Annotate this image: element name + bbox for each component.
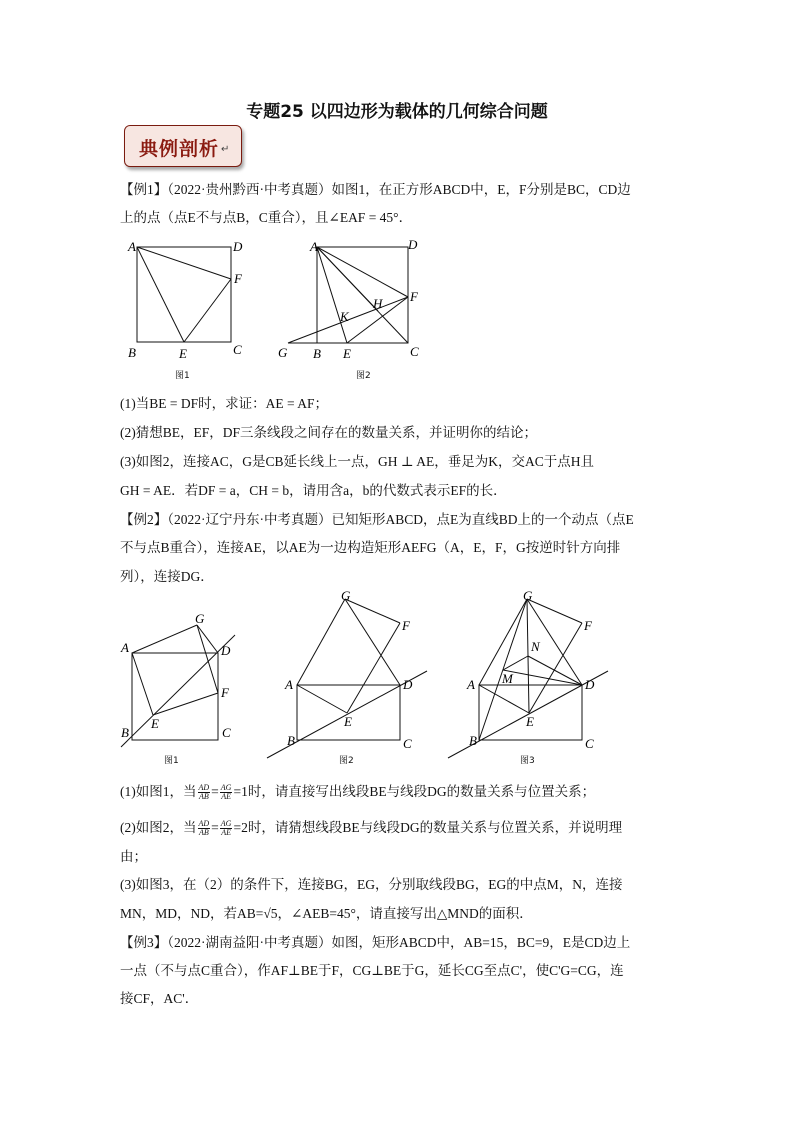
ex2f3-label-e: E [526, 714, 534, 729]
fig1-label-a: A [128, 239, 136, 254]
fig2-label-f: F [410, 289, 418, 304]
ex1-fig1-caption: 图1 [175, 371, 190, 381]
ex2f1-label-e: E [151, 716, 159, 731]
ex2-line2: 不与点B重合），连接AE，以AE为一边构造矩形AEFG（A，E，F，G按逆时针方向排 [120, 540, 621, 555]
ex2-q2b: 由； [120, 849, 147, 864]
ex2f3-label-a: A [467, 677, 475, 692]
badge-label: 典例剖析 [139, 138, 220, 160]
fig2-label-g: G [278, 345, 288, 360]
ex2f3-label-d: D [585, 677, 595, 692]
ex2f2-label-c: C [403, 736, 412, 751]
fig1-label-b: B [128, 345, 136, 360]
ex1-q1: (1)当BE = DF时，求证：AE = AF； [120, 396, 328, 411]
ex2-q1-pre: (1)如图1，当 [120, 784, 197, 799]
ex2-fig2-caption: 图2 [339, 756, 354, 766]
equals-sign: = [211, 820, 219, 835]
ex2-fig3-caption: 图3 [520, 756, 535, 766]
ex2-q1 [120, 784, 595, 801]
fraction-ag-ae: $\frac{AG}{AE}$ [220, 819, 232, 838]
ex2-fig1-caption: 图1 [164, 756, 179, 766]
ex2-q3b: MN，MD，ND，若AB=√5，∠AEB=45°，请直接写出△MND的面积． [120, 906, 533, 921]
ex3-line1: 【例3】（2022·湖南益阳·中考真题）如图，矩形ABCD中，AB=15，BC=9，E是CD边上 [120, 935, 631, 950]
fig1-label-d: D [233, 239, 243, 254]
ex2f1-label-b: B [121, 725, 129, 740]
ex1-figure2 [288, 247, 408, 343]
fraction-ag-ae: $\frac{AG}{AE}$ [220, 783, 232, 802]
return-mark: ↵ [221, 144, 231, 155]
ex2f3-label-f: F [584, 618, 592, 633]
ex2f2-label-e: E [344, 714, 352, 729]
ex3-line3: 接CF，AC'． [120, 991, 199, 1006]
ex2-line1: 【例2】（2022·辽宁丹东·中考真题）已知矩形ABCD，点E为直线BD上的一个动点（点E [120, 512, 634, 527]
fig2-label-h: H [373, 296, 383, 311]
ex1-figures [120, 235, 440, 385]
equals-sign: = [211, 784, 219, 799]
ex2f3-label-n: N [531, 639, 540, 654]
ex2-q2-post: =2时，请猜想线段BE与线段DG的数量关系与位置关系，并说明理 [233, 820, 623, 835]
ex2-figures [115, 585, 615, 770]
section-badge [124, 125, 242, 167]
ex2-q1-post: =1时，请直接写出线段BE与线段DG的数量关系与位置关系； [233, 784, 596, 799]
ex1-q2: (2)猜想BE，EF，DF三条线段之间存在的数量关系，并证明你的结论； [120, 425, 538, 440]
ex2f2-label-f: F [402, 618, 410, 633]
fig2-label-a: A [310, 239, 318, 254]
ex2-line3: 列），连接DG． [120, 569, 214, 584]
ex2f3-label-g: G [523, 588, 533, 603]
ex1-fig2-caption: 图2 [356, 371, 371, 381]
ex1-q3a: (3)如图2，连接AC，G是CB延长线上一点，GH ⊥ AE，垂足为K，交AC于点H且 [120, 454, 594, 469]
fig2-label-e: E [343, 346, 351, 361]
page-title: 专题25 以四边形为载体的几何综合问题 [246, 102, 548, 122]
ex2f1-label-d: D [221, 643, 231, 658]
ex2f1-label-f: F [221, 685, 229, 700]
ex3-line2: 一点（不与点C重合），作AF⊥BE于F，CG⊥BE于G，延长CG至点C'，使C'G=CG，连 [120, 963, 624, 978]
ex2-figure1 [121, 625, 235, 747]
ex2f1-label-a: A [121, 640, 129, 655]
ex2f2-label-d: D [403, 677, 413, 692]
fig2-label-k: K [340, 309, 349, 324]
ex1-line2: 上的点（点E不与点B，C重合），且∠EAF = 45°． [120, 210, 413, 225]
fig1-label-f: F [234, 271, 242, 286]
ex1-q3b: GH = AE．若DF = a，CH = b，请用含a，b的代数式表示EF的长． [120, 483, 507, 498]
ex1-figure1 [137, 247, 231, 342]
ex2f2-label-a: A [285, 677, 293, 692]
ex2-q2 [120, 820, 622, 837]
ex2f3-label-b: B [469, 733, 477, 748]
ex2f3-label-c: C [585, 736, 594, 751]
ex2-q2-pre: (2)如图2，当 [120, 820, 197, 835]
fig2-label-b: B [313, 346, 321, 361]
fig2-label-c: C [410, 344, 419, 359]
ex2f2-label-b: B [287, 733, 295, 748]
fraction-ad-ab: $\frac{AD}{AB}$ [198, 783, 210, 802]
ex2f3-label-m: M [502, 671, 513, 686]
ex2f1-label-c: C [222, 725, 231, 740]
ex2f1-label-g: G [195, 611, 205, 626]
fig2-label-d: D [408, 237, 418, 252]
fraction-ad-ab: $\frac{AD}{AB}$ [198, 819, 210, 838]
ex1-line1: 【例1】（2022·贵州黔西·中考真题）如图1，在正方形ABCD中，E，F分别是BC，CD边 [120, 182, 631, 197]
fig1-label-c: C [233, 342, 242, 357]
fig1-label-e: E [179, 346, 187, 361]
ex2-q3a: (3)如图3，在（2）的条件下，连接BG，EG，分别取线段BG，EG的中点M，N，连接 [120, 877, 623, 892]
ex2f2-label-g: G [341, 588, 351, 603]
